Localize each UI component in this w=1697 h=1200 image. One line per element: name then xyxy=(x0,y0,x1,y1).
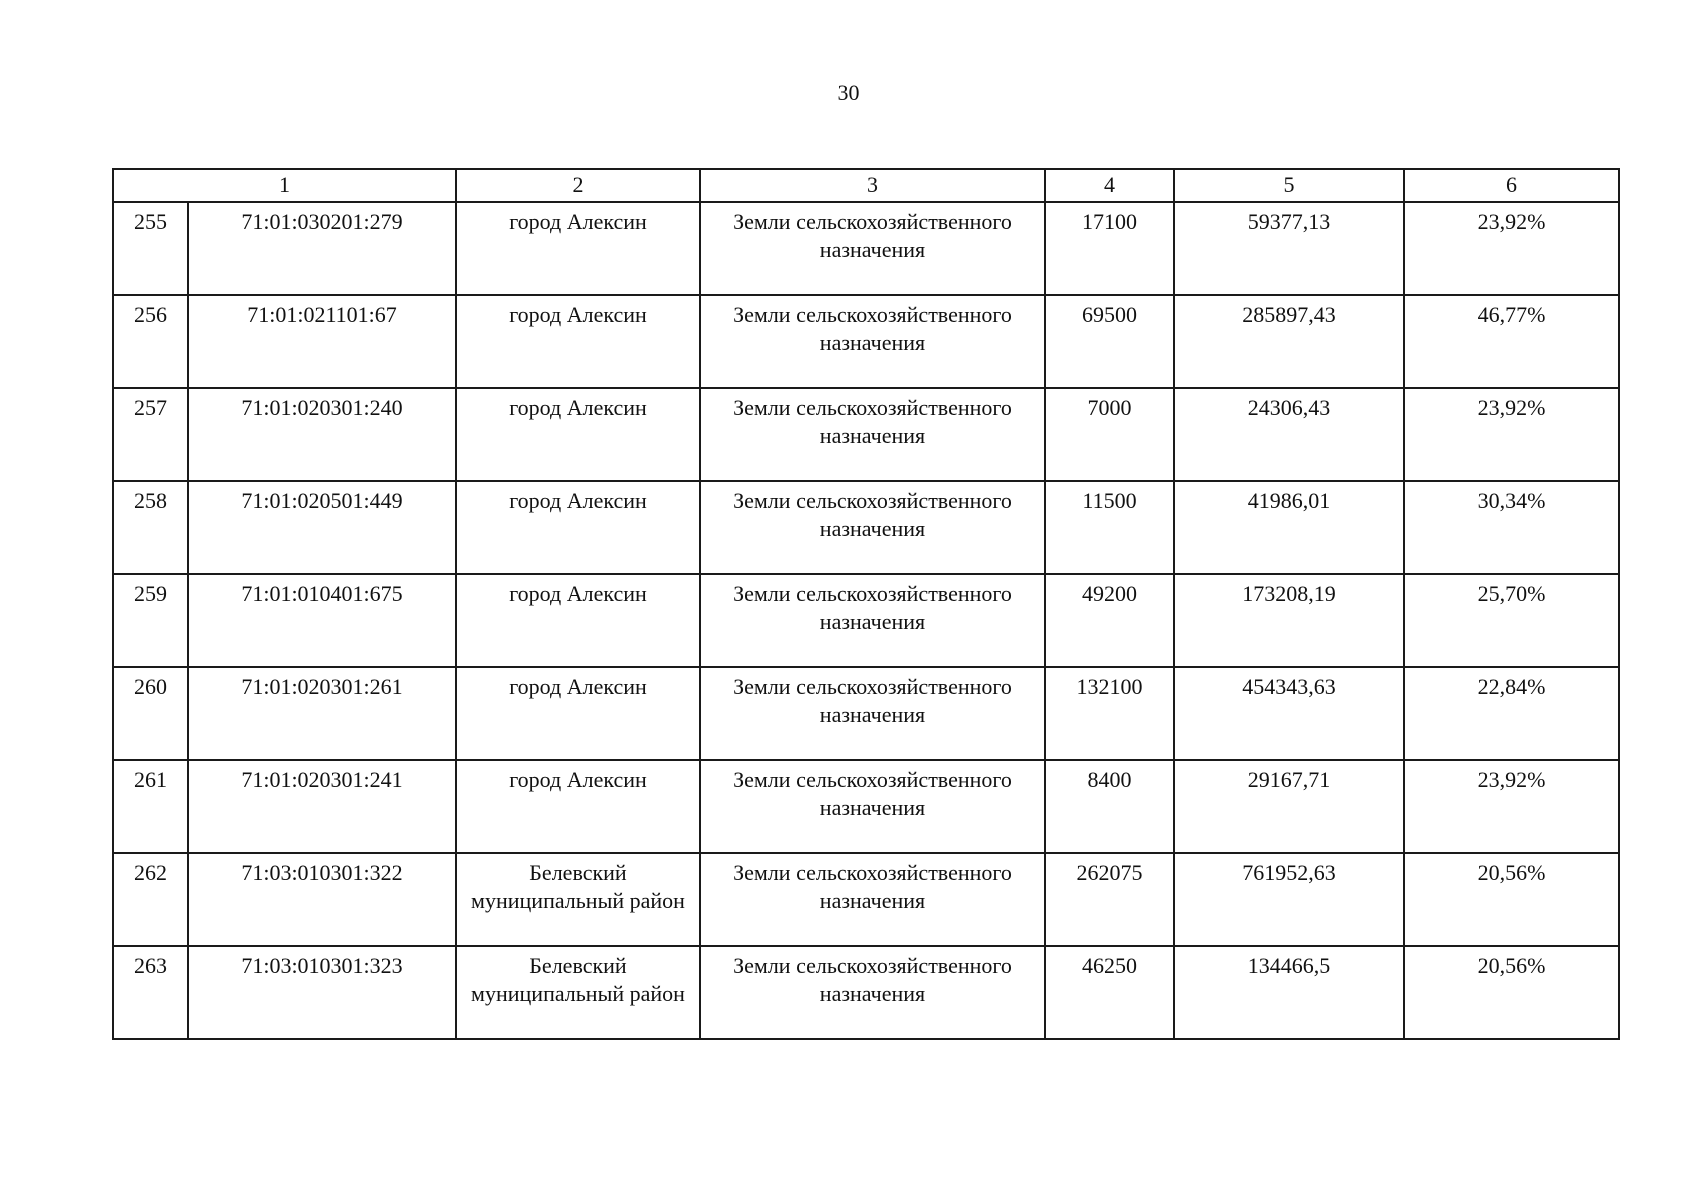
cadastral-value-cell: 173208,19 xyxy=(1174,574,1404,667)
table-row xyxy=(113,946,1619,1039)
area-cell: 132100 xyxy=(1045,667,1174,760)
cadastral-value-cell: 761952,63 xyxy=(1174,853,1404,946)
area-cell: 262075 xyxy=(1045,853,1174,946)
column-header-1: 1 xyxy=(113,169,456,202)
land-category-cell: Земли сельскохозяйственного назначения xyxy=(700,295,1045,388)
land-category-cell: Земли сельскохозяйственного назначения xyxy=(700,667,1045,760)
column-header-4: 4 xyxy=(1045,169,1174,202)
page-number: 30 xyxy=(837,80,860,105)
row-number-cell: 256 xyxy=(113,295,188,388)
cadastral-value-cell: 41986,01 xyxy=(1174,481,1404,574)
cadastral-value-cell: 59377,13 xyxy=(1174,202,1404,295)
land-category-cell: Земли сельскохозяйственного назначения xyxy=(700,202,1045,295)
municipality-cell: город Алексин xyxy=(456,481,700,574)
land-category-cell: Земли сельскохозяйственного назначения xyxy=(700,760,1045,853)
cadastral-number-cell: 71:03:010301:323 xyxy=(188,946,456,1039)
land-category-cell: Земли сельскохозяйственного назначения xyxy=(700,388,1045,481)
row-number-cell: 263 xyxy=(113,946,188,1039)
cadastral-number-cell: 71:01:020301:261 xyxy=(188,667,456,760)
table-row xyxy=(113,574,1619,667)
percent-cell: 30,34% xyxy=(1404,481,1619,574)
percent-cell: 20,56% xyxy=(1404,946,1619,1039)
cadastral-value-cell: 285897,43 xyxy=(1174,295,1404,388)
municipality-cell: город Алексин xyxy=(456,202,700,295)
table-row xyxy=(113,202,1619,295)
table-row xyxy=(113,481,1619,574)
area-cell: 7000 xyxy=(1045,388,1174,481)
area-cell: 69500 xyxy=(1045,295,1174,388)
column-header-3: 3 xyxy=(700,169,1045,202)
area-cell: 46250 xyxy=(1045,946,1174,1039)
row-number-cell: 259 xyxy=(113,574,188,667)
cadastral-number-cell: 71:01:030201:279 xyxy=(188,202,456,295)
land-category-cell: Земли сельскохозяйственного назначения xyxy=(700,574,1045,667)
cadastral-number-cell: 71:01:010401:675 xyxy=(188,574,456,667)
row-number-cell: 258 xyxy=(113,481,188,574)
percent-cell: 23,92% xyxy=(1404,760,1619,853)
column-header-2: 2 xyxy=(456,169,700,202)
table-row xyxy=(113,388,1619,481)
cadastral-value-cell: 24306,43 xyxy=(1174,388,1404,481)
area-cell: 17100 xyxy=(1045,202,1174,295)
municipality-cell: город Алексин xyxy=(456,667,700,760)
row-number-cell: 262 xyxy=(113,853,188,946)
cadastral-value-cell: 134466,5 xyxy=(1174,946,1404,1039)
percent-cell: 23,92% xyxy=(1404,202,1619,295)
percent-cell: 23,92% xyxy=(1404,388,1619,481)
row-number-cell: 261 xyxy=(113,760,188,853)
municipality-cell: Белевский муниципальный район xyxy=(456,853,700,946)
land-category-cell: Земли сельскохозяйственного назначения xyxy=(700,481,1045,574)
table-row xyxy=(113,760,1619,853)
municipality-cell: город Алексин xyxy=(456,295,700,388)
municipality-cell: Белевский муниципальный район xyxy=(456,946,700,1039)
municipality-cell: город Алексин xyxy=(456,388,700,481)
area-cell: 8400 xyxy=(1045,760,1174,853)
land-plots-table xyxy=(112,168,1620,1040)
row-number-cell: 255 xyxy=(113,202,188,295)
column-header-5: 5 xyxy=(1174,169,1404,202)
cadastral-number-cell: 71:01:021101:67 xyxy=(188,295,456,388)
row-number-cell: 257 xyxy=(113,388,188,481)
percent-cell: 25,70% xyxy=(1404,574,1619,667)
table-header-row xyxy=(113,169,1619,202)
cadastral-number-cell: 71:03:010301:322 xyxy=(188,853,456,946)
cadastral-value-cell: 29167,71 xyxy=(1174,760,1404,853)
cadastral-number-cell: 71:01:020301:240 xyxy=(188,388,456,481)
table-body xyxy=(113,202,1619,1039)
table-row xyxy=(113,853,1619,946)
table-row xyxy=(113,295,1619,388)
area-cell: 11500 xyxy=(1045,481,1174,574)
cadastral-value-cell: 454343,63 xyxy=(1174,667,1404,760)
row-number-cell: 260 xyxy=(113,667,188,760)
percent-cell: 46,77% xyxy=(1404,295,1619,388)
percent-cell: 22,84% xyxy=(1404,667,1619,760)
municipality-cell: город Алексин xyxy=(456,760,700,853)
cadastral-number-cell: 71:01:020301:241 xyxy=(188,760,456,853)
land-category-cell: Земли сельскохозяйственного назначения xyxy=(700,946,1045,1039)
cadastral-number-cell: 71:01:020501:449 xyxy=(188,481,456,574)
column-header-6: 6 xyxy=(1404,169,1619,202)
area-cell: 49200 xyxy=(1045,574,1174,667)
land-category-cell: Земли сельскохозяйственного назначения xyxy=(700,853,1045,946)
percent-cell: 20,56% xyxy=(1404,853,1619,946)
municipality-cell: город Алексин xyxy=(456,574,700,667)
table-row xyxy=(113,667,1619,760)
